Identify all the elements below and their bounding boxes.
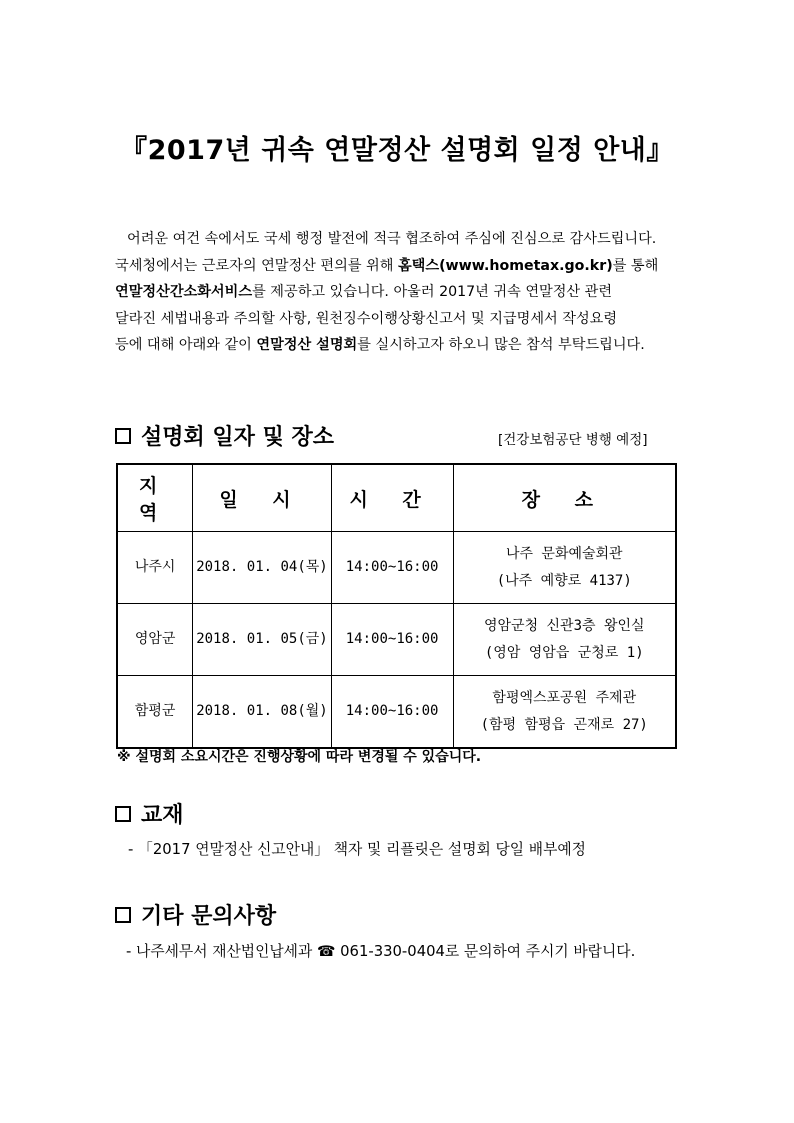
checkbox-square-icon: [115, 428, 131, 444]
place-address: (영암 영암읍 군청로 1): [484, 644, 644, 661]
section-materials-title: 교재: [141, 803, 184, 828]
inquiry-line: - 나주세무서 재산법인납세과 ☎ 061-330-0404로 문의하여 주시기 바랍니다.: [126, 943, 636, 960]
section-materials-heading: [115, 798, 184, 829]
section-schedule-heading: [115, 420, 334, 451]
schedule-table: [116, 463, 677, 749]
seminar-bold-text: 연말정산 설명회: [256, 337, 358, 353]
intro-line-5-tail: 를 실시하고자 하오니 많은 참석 부탁드립니다.: [357, 337, 645, 353]
place-address: (나주 예향로 4137): [496, 572, 632, 589]
intro-line-3: [115, 279, 678, 306]
intro-line-1: 어려운 여건 속에서도 국세 행정 발전에 적극 협조하여 주심에 진심으로 감사드립니다.: [127, 231, 657, 247]
header-region: 지 역: [117, 464, 193, 532]
cell-date: 2018. 01. 08(월): [193, 676, 331, 749]
page-title: 『2017년 귀속 연말정산 설명회 일정 안내』: [120, 135, 674, 166]
cell-time: 14:00~16:00: [331, 676, 453, 749]
intro-line-5-text: 등에 대해 아래와 같이: [115, 337, 257, 353]
place-address: (함평 함평읍 곤재로 27): [480, 716, 648, 733]
intro-line-5: [115, 332, 678, 359]
hometax-link-text: 홈택스(www.hometax.go.kr): [397, 257, 613, 274]
intro-line-2-tail: 를 통해: [612, 257, 659, 274]
schedule-note: [건강보험공단 병행 예정]: [498, 432, 648, 448]
cell-place: [453, 532, 676, 604]
intro-line-2-text: 국세청에서는 근로자의 연말정산 편의를 위해: [115, 257, 398, 274]
cell-place: [453, 604, 676, 676]
materials-line: - 「2017 연말정산 신고안내」 책자 및 리플릿은 설명회 당일 배부예정: [128, 841, 586, 858]
cell-time: 14:00~16:00: [331, 532, 453, 604]
place-name: 나주 문화예술회관: [505, 545, 623, 562]
section-inquiry-heading: [115, 899, 276, 930]
cell-date: 2018. 01. 04(목): [193, 532, 331, 604]
cell-region: 함평군: [117, 676, 193, 749]
header-time: 시 간: [331, 464, 453, 532]
cell-place: [453, 676, 676, 749]
table-row: [117, 604, 676, 676]
intro-line-3-text: 를 제공하고 있습니다. 아울러 2017년 귀속 연말정산 관련: [252, 284, 613, 300]
cell-time: 14:00~16:00: [331, 604, 453, 676]
header-place: 장 소: [453, 464, 676, 532]
header-date: 일 시: [193, 464, 331, 532]
cell-region: 나주시: [117, 532, 193, 604]
intro-paragraph: [115, 226, 678, 359]
place-name: 영암군청 신관3층 왕인실: [484, 617, 645, 634]
table-row: [117, 676, 676, 749]
intro-line-2: [115, 253, 678, 280]
table-header-row: [117, 464, 676, 532]
cell-date: 2018. 01. 05(금): [193, 604, 331, 676]
checkbox-square-icon: [115, 907, 131, 923]
simplified-service-text: 연말정산간소화서비스: [115, 284, 253, 300]
cell-region: 영암군: [117, 604, 193, 676]
section-schedule-title: 설명회 일자 및 장소: [141, 425, 334, 450]
schedule-footnote: ※ 설명회 소요시간은 진행상황에 따라 변경될 수 있습니다.: [117, 749, 482, 765]
checkbox-square-icon: [115, 806, 131, 822]
place-name: 함평엑스포공원 주제관: [492, 689, 637, 706]
table-row: [117, 532, 676, 604]
intro-line-4: 달라진 세법내용과 주의할 사항, 원천징수이행상황신고서 및 지급명세서 작성요령: [115, 310, 618, 327]
section-inquiry-title: 기타 문의사항: [141, 904, 277, 929]
